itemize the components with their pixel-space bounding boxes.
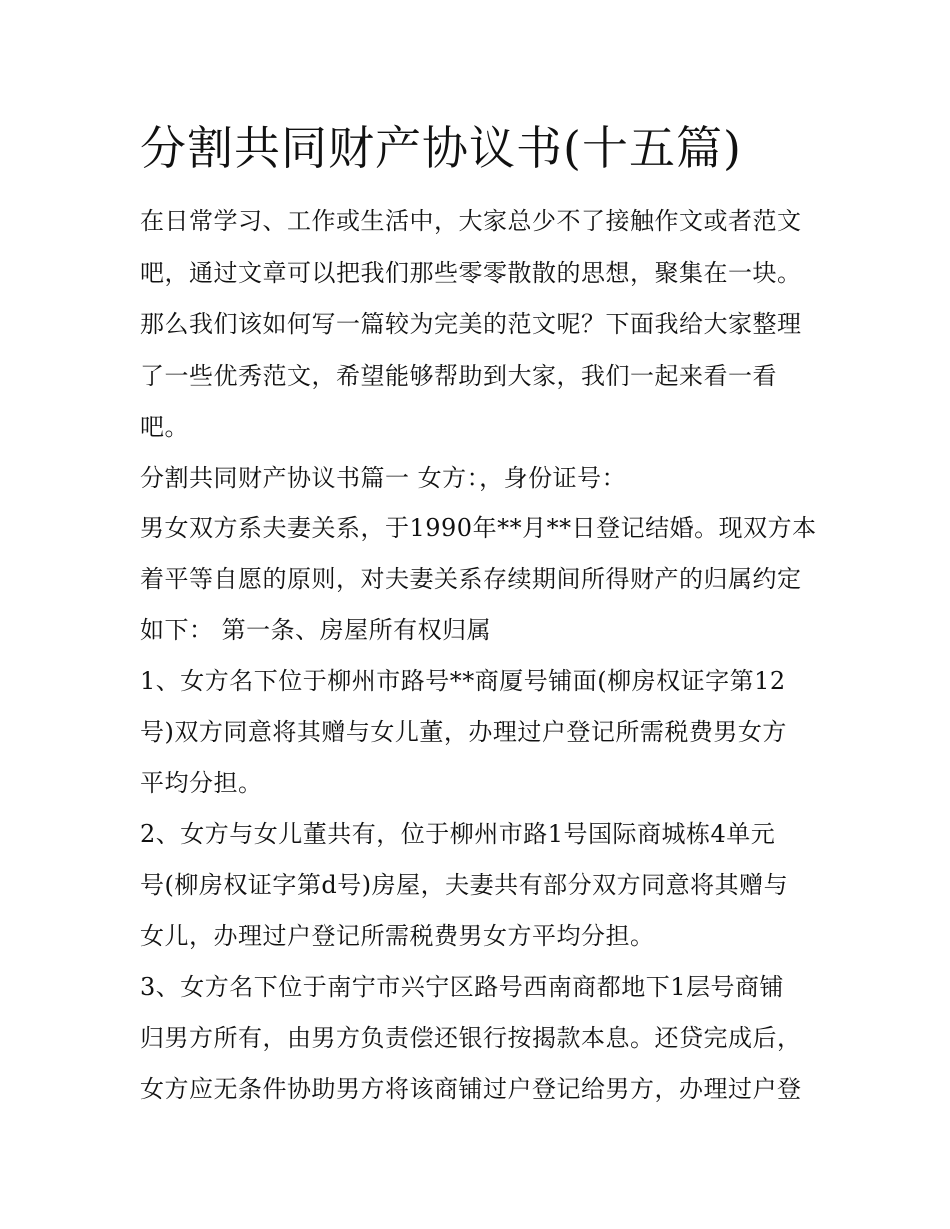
clause-line: 2、女方与女儿董共有，位于柳州市路1号国际商城栋4单元 — [140, 820, 776, 848]
body-line: 吧，通过文章可以把我们那些零零散散的思想，聚集在一块。 — [140, 259, 802, 287]
clause-line: 1、女方名下位于柳州市路号**商厦号铺面(柳房权证字第12 — [140, 667, 786, 695]
section-heading-line: 分割共同财产协议书篇一 女方：，身份证号： — [140, 464, 627, 492]
clause-line: 女儿，办理过户登记所需税费男女方平均分担。 — [140, 922, 655, 950]
body-line: 在日常学习、工作或生活中，大家总少不了接触作文或者范文 — [140, 207, 802, 235]
clause-line: 号)双方同意将其赠与女儿董，办理过户登记所需税费男女方 — [140, 718, 787, 746]
clause-line: 平均分担。 — [140, 769, 263, 797]
body-line: 吧。 — [140, 413, 189, 441]
document-title: 分割共同财产协议书(十五篇) — [140, 121, 742, 175]
body-line: 那么我们该如何写一篇较为完美的范文呢？下面我给大家整理 — [140, 310, 802, 338]
clause-line: 3、女方名下位于南宁市兴宁区路号西南商都地下1层号商铺 — [140, 973, 785, 1001]
clause-line: 女方应无条件协助男方将该商铺过户登记给男方，办理过户登 — [140, 1075, 802, 1103]
clause-line: 号(柳房权证字第d号)房屋，夫妻共有部分双方同意将其赠与 — [140, 871, 789, 899]
body-line: 男女双方系夫妻关系，于1990年**月**日登记结婚。现双方本 — [140, 514, 817, 542]
body-line: 了一些优秀范文，希望能够帮助到大家，我们一起来看一看 — [140, 362, 777, 390]
body-line: 如下： 第一条、房屋所有权归属 — [140, 616, 492, 644]
body-line: 着平等自愿的原则，对夫妻关系存续期间所得财产的归属约定 — [140, 565, 802, 593]
clause-line: 归男方所有，由男方负责偿还银行按揭款本息。还贷完成后， — [140, 1024, 802, 1052]
